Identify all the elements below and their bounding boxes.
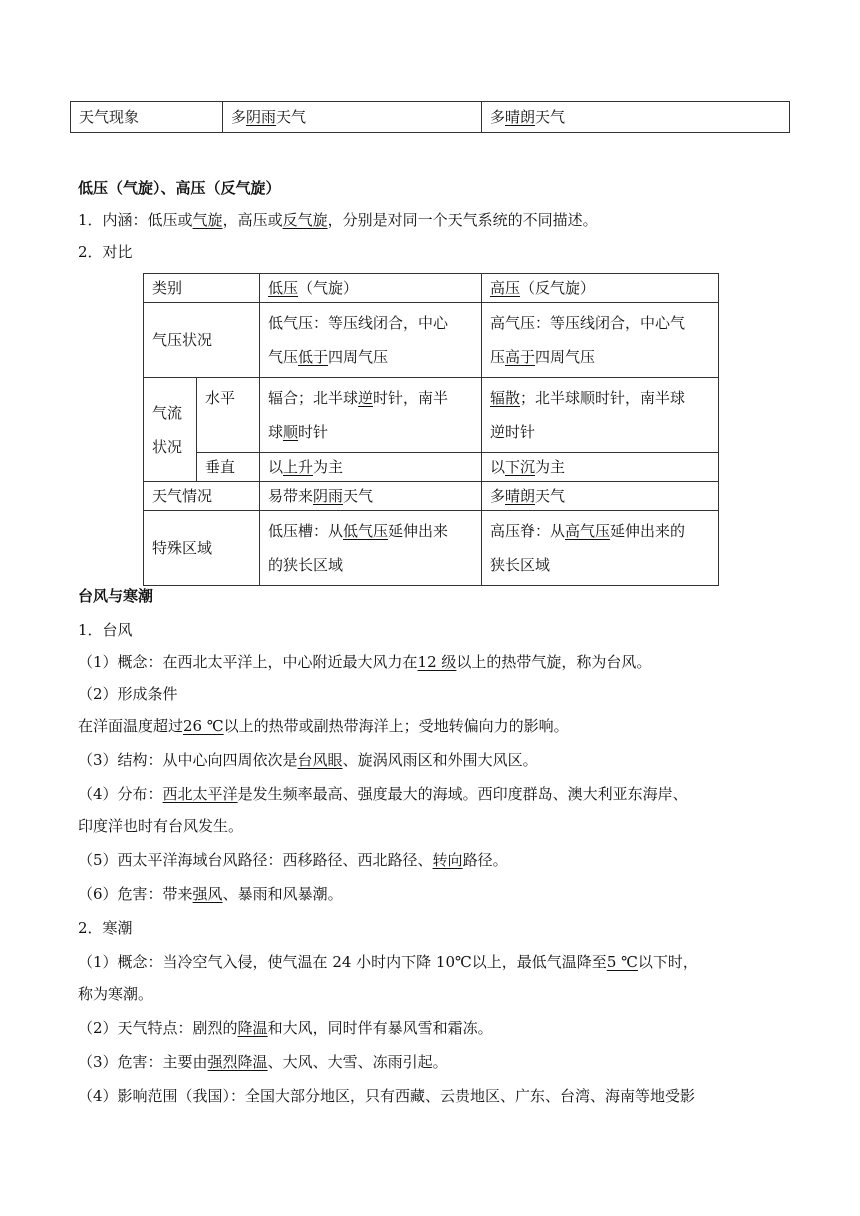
typhoon-condition-heading: （2）形成条件: [78, 685, 178, 703]
section-title-pressure: 低压（气旋）、高压（反气旋）: [78, 179, 281, 197]
typhoon-concept: （1）概念：在西北太平洋上，中心附近最大风力在12 级以上的热带气旋，称为台风。: [78, 653, 652, 671]
header-low: 低压（气旋）: [260, 274, 482, 303]
table-row: [71, 102, 790, 133]
row-label: 天气现象: [71, 102, 223, 133]
cold-wave-range: （4）影响范围（我国）：全国大部分地区，只有西藏、云贵地区、广东、台湾、海南等地受影: [78, 1087, 696, 1105]
row-label-pressure: 气压状况: [144, 303, 260, 378]
typhoon-path: （5）西太平洋海域台风路径：西移路径、西北路径、转向路径。: [78, 851, 508, 869]
row-label-weather: 天气情况: [144, 482, 260, 511]
row-label-special: 特殊区域: [144, 511, 260, 586]
cold-wave-concept: （1）概念：当冷空气入侵，使气温在 24 小时内下降 10℃以上，最低气温降至5 ℃以下时，: [78, 953, 698, 971]
header-high: 高压（反气旋）: [482, 274, 719, 303]
table-row: [144, 303, 719, 378]
heading-cold-wave: 2．寒潮: [78, 919, 133, 937]
typhoon-structure: （3）结构：从中心向四周依次是台风眼、旋涡风雨区和外围大风区。: [78, 751, 538, 769]
weather-phenomenon-table: [70, 101, 790, 133]
table-row: [144, 453, 719, 482]
row-label-airflow: 气流 状况: [144, 378, 197, 482]
sub-label-vertical: 垂直: [197, 453, 260, 482]
header-category: 类别: [144, 274, 260, 303]
cell-high-special: 高压脊：从高气压延伸出来的 狭长区域: [482, 511, 719, 586]
cold-wave-weather: （2）天气特点：剧烈的降温和大风，同时伴有暴风雪和霜冻。: [78, 1019, 493, 1037]
high-cell: 多晴朗天气: [482, 102, 790, 133]
cell-low-vertical: 以上升为主: [260, 453, 482, 482]
low-cell: 多阴雨天气: [223, 102, 482, 133]
cell-low-pressure: 低气压：等压线闭合，中心 气压低于四周气压: [260, 303, 482, 378]
section-title-typhoon-coldwave: 台风与寒潮: [78, 587, 154, 605]
cell-low-horizontal: 辐合；北半球逆时针，南半 球顺时针: [260, 378, 482, 453]
cell-low-special: 低压槽：从低气压延伸出来 的狭长区域: [260, 511, 482, 586]
cell-high-horizontal: 辐散；北半球顺时针，南半球 逆时针: [482, 378, 719, 453]
paragraph-definition: 1．内涵：低压或气旋，高压或反气旋，分别是对同一个天气系统的不同描述。: [78, 211, 598, 229]
heading-typhoon: 1．台风: [78, 621, 133, 639]
paragraph-compare: 2．对比: [78, 243, 133, 261]
cell-high-pressure: 高气压：等压线闭合，中心气 压高于四周气压: [482, 303, 719, 378]
table-row: [144, 274, 719, 303]
sub-label-horizontal: 水平: [197, 378, 260, 453]
typhoon-distribution: （4）分布：西北太平洋是发生频率最高、强度最大的海域。西印度群岛、澳大利亚东海岸、: [78, 785, 688, 803]
cold-wave-hazard: （3）危害：主要由强烈降温、大风、大雪、冻雨引起。: [78, 1053, 448, 1071]
table-row: [144, 482, 719, 511]
cell-low-weather: 易带来阴雨天气: [260, 482, 482, 511]
table-row: [144, 378, 719, 453]
typhoon-hazard: （6）危害：带来强风、暴雨和风暴潮。: [78, 885, 343, 903]
typhoon-condition-text: 在洋面温度超过26 ℃以上的热带或副热带海洋上；受地转偏向力的影响。: [78, 717, 569, 735]
cold-wave-concept-cont: 称为寒潮。: [78, 985, 154, 1003]
pressure-comparison-table: [143, 273, 719, 586]
typhoon-distribution-cont: 印度洋也时有台风发生。: [78, 817, 244, 835]
table-row: [144, 511, 719, 586]
cell-high-vertical: 以下沉为主: [482, 453, 719, 482]
cell-high-weather: 多晴朗天气: [482, 482, 719, 511]
